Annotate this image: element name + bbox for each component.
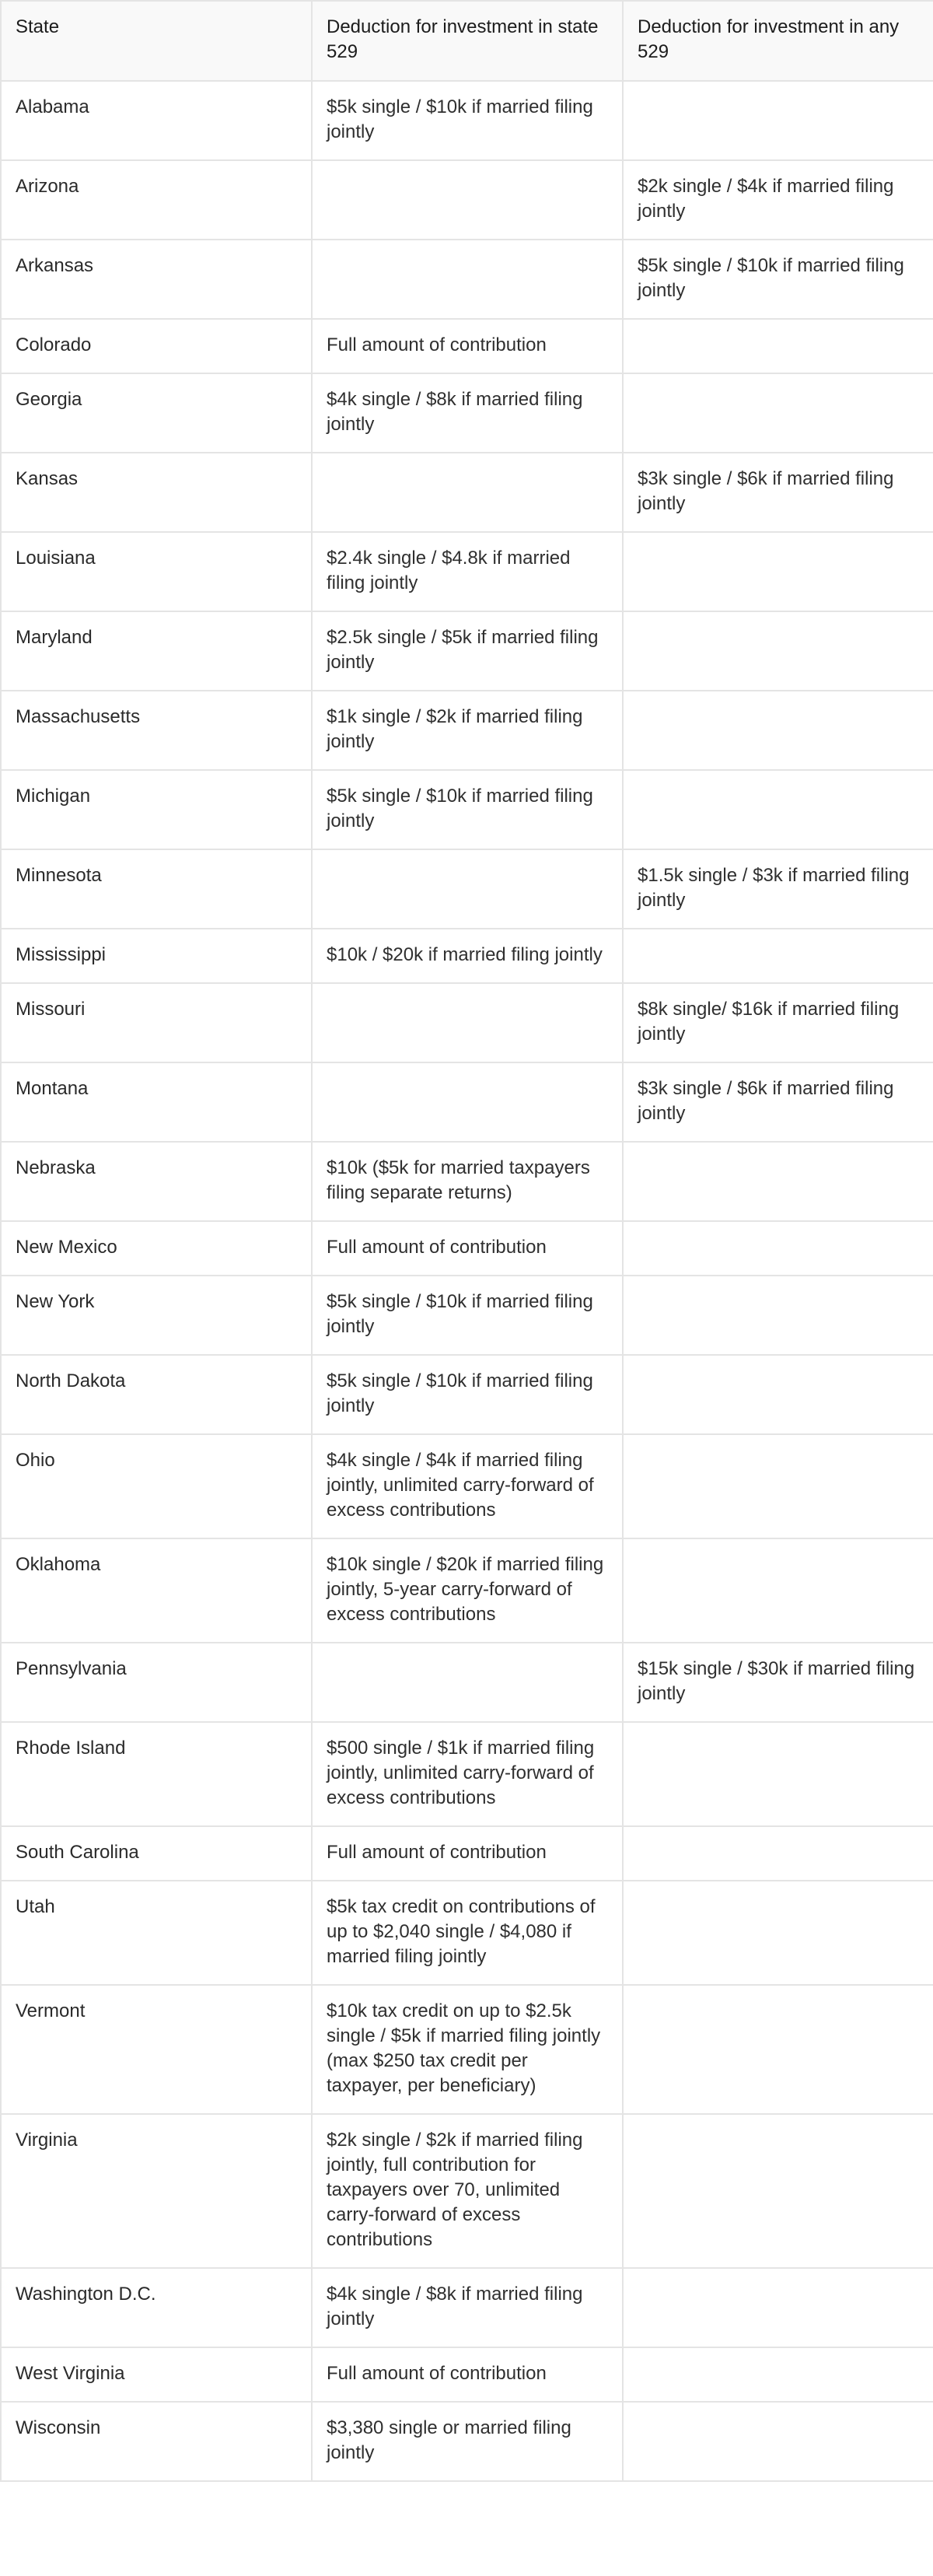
cell-any-529-deduction — [623, 1538, 933, 1643]
table-row — [1, 319, 933, 373]
cell-state-529-deduction: $5k single / $10k if married filing jointly — [312, 81, 623, 160]
cell-state-529-deduction: $4k single / $8k if married filing jointly — [312, 2268, 623, 2347]
header-state-529-deduction: Deduction for investment in state 529 — [312, 1, 623, 81]
table-row — [1, 81, 933, 160]
cell-state-529-deduction — [312, 160, 623, 240]
cell-any-529-deduction — [623, 2347, 933, 2402]
cell-state-529-deduction: $10k / $20k if married filing jointly — [312, 929, 623, 983]
cell-state-529-deduction — [312, 240, 623, 319]
cell-state: Missouri — [1, 983, 312, 1062]
table-row — [1, 1221, 933, 1276]
cell-any-529-deduction — [623, 2402, 933, 2481]
cell-any-529-deduction: $3k single / $6k if married filing jointly — [623, 453, 933, 532]
cell-state: New Mexico — [1, 1221, 312, 1276]
cell-any-529-deduction — [623, 1355, 933, 1434]
cell-state: Maryland — [1, 611, 312, 691]
header-row — [1, 1, 933, 81]
cell-state-529-deduction: $5k single / $10k if married filing jointly — [312, 1355, 623, 1434]
header-state: State — [1, 1, 312, 81]
cell-state: West Virginia — [1, 2347, 312, 2402]
cell-any-529-deduction — [623, 1985, 933, 2114]
cell-any-529-deduction — [623, 691, 933, 770]
cell-state-529-deduction: $500 single / $1k if married filing jointly, unlimited carry-forward of excess contributions — [312, 1722, 623, 1826]
table-row — [1, 2402, 933, 2481]
table-row — [1, 453, 933, 532]
cell-any-529-deduction: $3k single / $6k if married filing jointly — [623, 1062, 933, 1142]
cell-any-529-deduction: $1.5k single / $3k if married filing jointly — [623, 849, 933, 929]
table-row — [1, 2347, 933, 2402]
table-row — [1, 983, 933, 1062]
table-row — [1, 849, 933, 929]
table-row — [1, 929, 933, 983]
cell-state-529-deduction: $5k single / $10k if married filing jointly — [312, 770, 623, 849]
cell-state-529-deduction: $2.4k single / $4.8k if married filing jointly — [312, 532, 623, 611]
cell-any-529-deduction — [623, 319, 933, 373]
cell-state: Georgia — [1, 373, 312, 453]
cell-state: Virginia — [1, 2114, 312, 2268]
cell-state-529-deduction: Full amount of contribution — [312, 1221, 623, 1276]
cell-state: Louisiana — [1, 532, 312, 611]
cell-state-529-deduction: $10k tax credit on up to $2.5k single / $5k if married filing jointly (max $250 tax credit per taxpayer, per beneficiary) — [312, 1985, 623, 2114]
cell-state: South Carolina — [1, 1826, 312, 1881]
cell-any-529-deduction: $8k single/ $16k if married filing jointly — [623, 983, 933, 1062]
cell-state-529-deduction: $10k ($5k for married taxpayers filing separate returns) — [312, 1142, 623, 1221]
cell-state: Wisconsin — [1, 2402, 312, 2481]
table-header — [1, 1, 933, 81]
cell-any-529-deduction: $2k single / $4k if married filing jointly — [623, 160, 933, 240]
cell-state: Pennsylvania — [1, 1643, 312, 1722]
cell-state: Alabama — [1, 81, 312, 160]
cell-any-529-deduction — [623, 1221, 933, 1276]
cell-state: Ohio — [1, 1434, 312, 1538]
cell-state-529-deduction — [312, 453, 623, 532]
cell-any-529-deduction — [623, 2114, 933, 2268]
cell-any-529-deduction — [623, 373, 933, 453]
cell-state-529-deduction: $4k single / $8k if married filing jointly — [312, 373, 623, 453]
table-row — [1, 1276, 933, 1355]
table-row — [1, 2268, 933, 2347]
cell-any-529-deduction — [623, 1276, 933, 1355]
cell-any-529-deduction — [623, 1142, 933, 1221]
cell-state-529-deduction: $3,380 single or married filing jointly — [312, 2402, 623, 2481]
cell-state-529-deduction: $2.5k single / $5k if married filing jointly — [312, 611, 623, 691]
table-row — [1, 240, 933, 319]
cell-any-529-deduction: $15k single / $30k if married filing jointly — [623, 1643, 933, 1722]
table-row — [1, 1881, 933, 1985]
cell-state-529-deduction: $4k single / $4k if married filing jointly, unlimited carry-forward of excess contributions — [312, 1434, 623, 1538]
table-row — [1, 691, 933, 770]
table-row — [1, 1722, 933, 1826]
table-row — [1, 1538, 933, 1643]
header-any-529-deduction: Deduction for investment in any 529 — [623, 1, 933, 81]
cell-state: New York — [1, 1276, 312, 1355]
cell-any-529-deduction — [623, 929, 933, 983]
cell-state-529-deduction: Full amount of contribution — [312, 2347, 623, 2402]
cell-any-529-deduction — [623, 1434, 933, 1538]
cell-any-529-deduction — [623, 81, 933, 160]
cell-state-529-deduction — [312, 1062, 623, 1142]
cell-any-529-deduction — [623, 611, 933, 691]
table-row — [1, 1434, 933, 1538]
table-row — [1, 160, 933, 240]
cell-any-529-deduction — [623, 770, 933, 849]
table-row — [1, 1643, 933, 1722]
cell-state: Utah — [1, 1881, 312, 1985]
cell-any-529-deduction: $5k single / $10k if married filing jointly — [623, 240, 933, 319]
cell-state: Minnesota — [1, 849, 312, 929]
cell-state-529-deduction: $5k single / $10k if married filing jointly — [312, 1276, 623, 1355]
cell-state: Washington D.C. — [1, 2268, 312, 2347]
cell-state: Vermont — [1, 1985, 312, 2114]
table-row — [1, 1355, 933, 1434]
cell-state: Michigan — [1, 770, 312, 849]
table-row — [1, 1826, 933, 1881]
table-row — [1, 373, 933, 453]
cell-state-529-deduction: $10k single / $20k if married filing jointly, 5-year carry-forward of excess contributions — [312, 1538, 623, 1643]
cell-state-529-deduction: $5k tax credit on contributions of up to $2,040 single / $4,080 if married filing jointly — [312, 1881, 623, 1985]
table-row — [1, 1142, 933, 1221]
cell-state: Rhode Island — [1, 1722, 312, 1826]
cell-state: Arizona — [1, 160, 312, 240]
table-row — [1, 770, 933, 849]
cell-any-529-deduction — [623, 2268, 933, 2347]
cell-state: Arkansas — [1, 240, 312, 319]
cell-any-529-deduction — [623, 532, 933, 611]
cell-any-529-deduction — [623, 1826, 933, 1881]
table-row — [1, 611, 933, 691]
table-row — [1, 532, 933, 611]
table-body — [1, 81, 933, 2481]
cell-state-529-deduction — [312, 849, 623, 929]
cell-state: Oklahoma — [1, 1538, 312, 1643]
cell-state: Kansas — [1, 453, 312, 532]
cell-any-529-deduction — [623, 1881, 933, 1985]
cell-state: Colorado — [1, 319, 312, 373]
cell-state: Montana — [1, 1062, 312, 1142]
table-row — [1, 2114, 933, 2268]
cell-state: North Dakota — [1, 1355, 312, 1434]
cell-state-529-deduction: $2k single / $2k if married filing jointly, full contribution for taxpayers over 70, unlimited carry-forward of excess contributions — [312, 2114, 623, 2268]
cell-state-529-deduction: $1k single / $2k if married filing jointly — [312, 691, 623, 770]
cell-state-529-deduction: Full amount of contribution — [312, 319, 623, 373]
cell-state-529-deduction — [312, 1643, 623, 1722]
table-row — [1, 1062, 933, 1142]
cell-state-529-deduction: Full amount of contribution — [312, 1826, 623, 1881]
cell-any-529-deduction — [623, 1722, 933, 1826]
cell-state-529-deduction — [312, 983, 623, 1062]
table-row — [1, 1985, 933, 2114]
cell-state: Massachusetts — [1, 691, 312, 770]
cell-state: Mississippi — [1, 929, 312, 983]
cell-state: Nebraska — [1, 1142, 312, 1221]
